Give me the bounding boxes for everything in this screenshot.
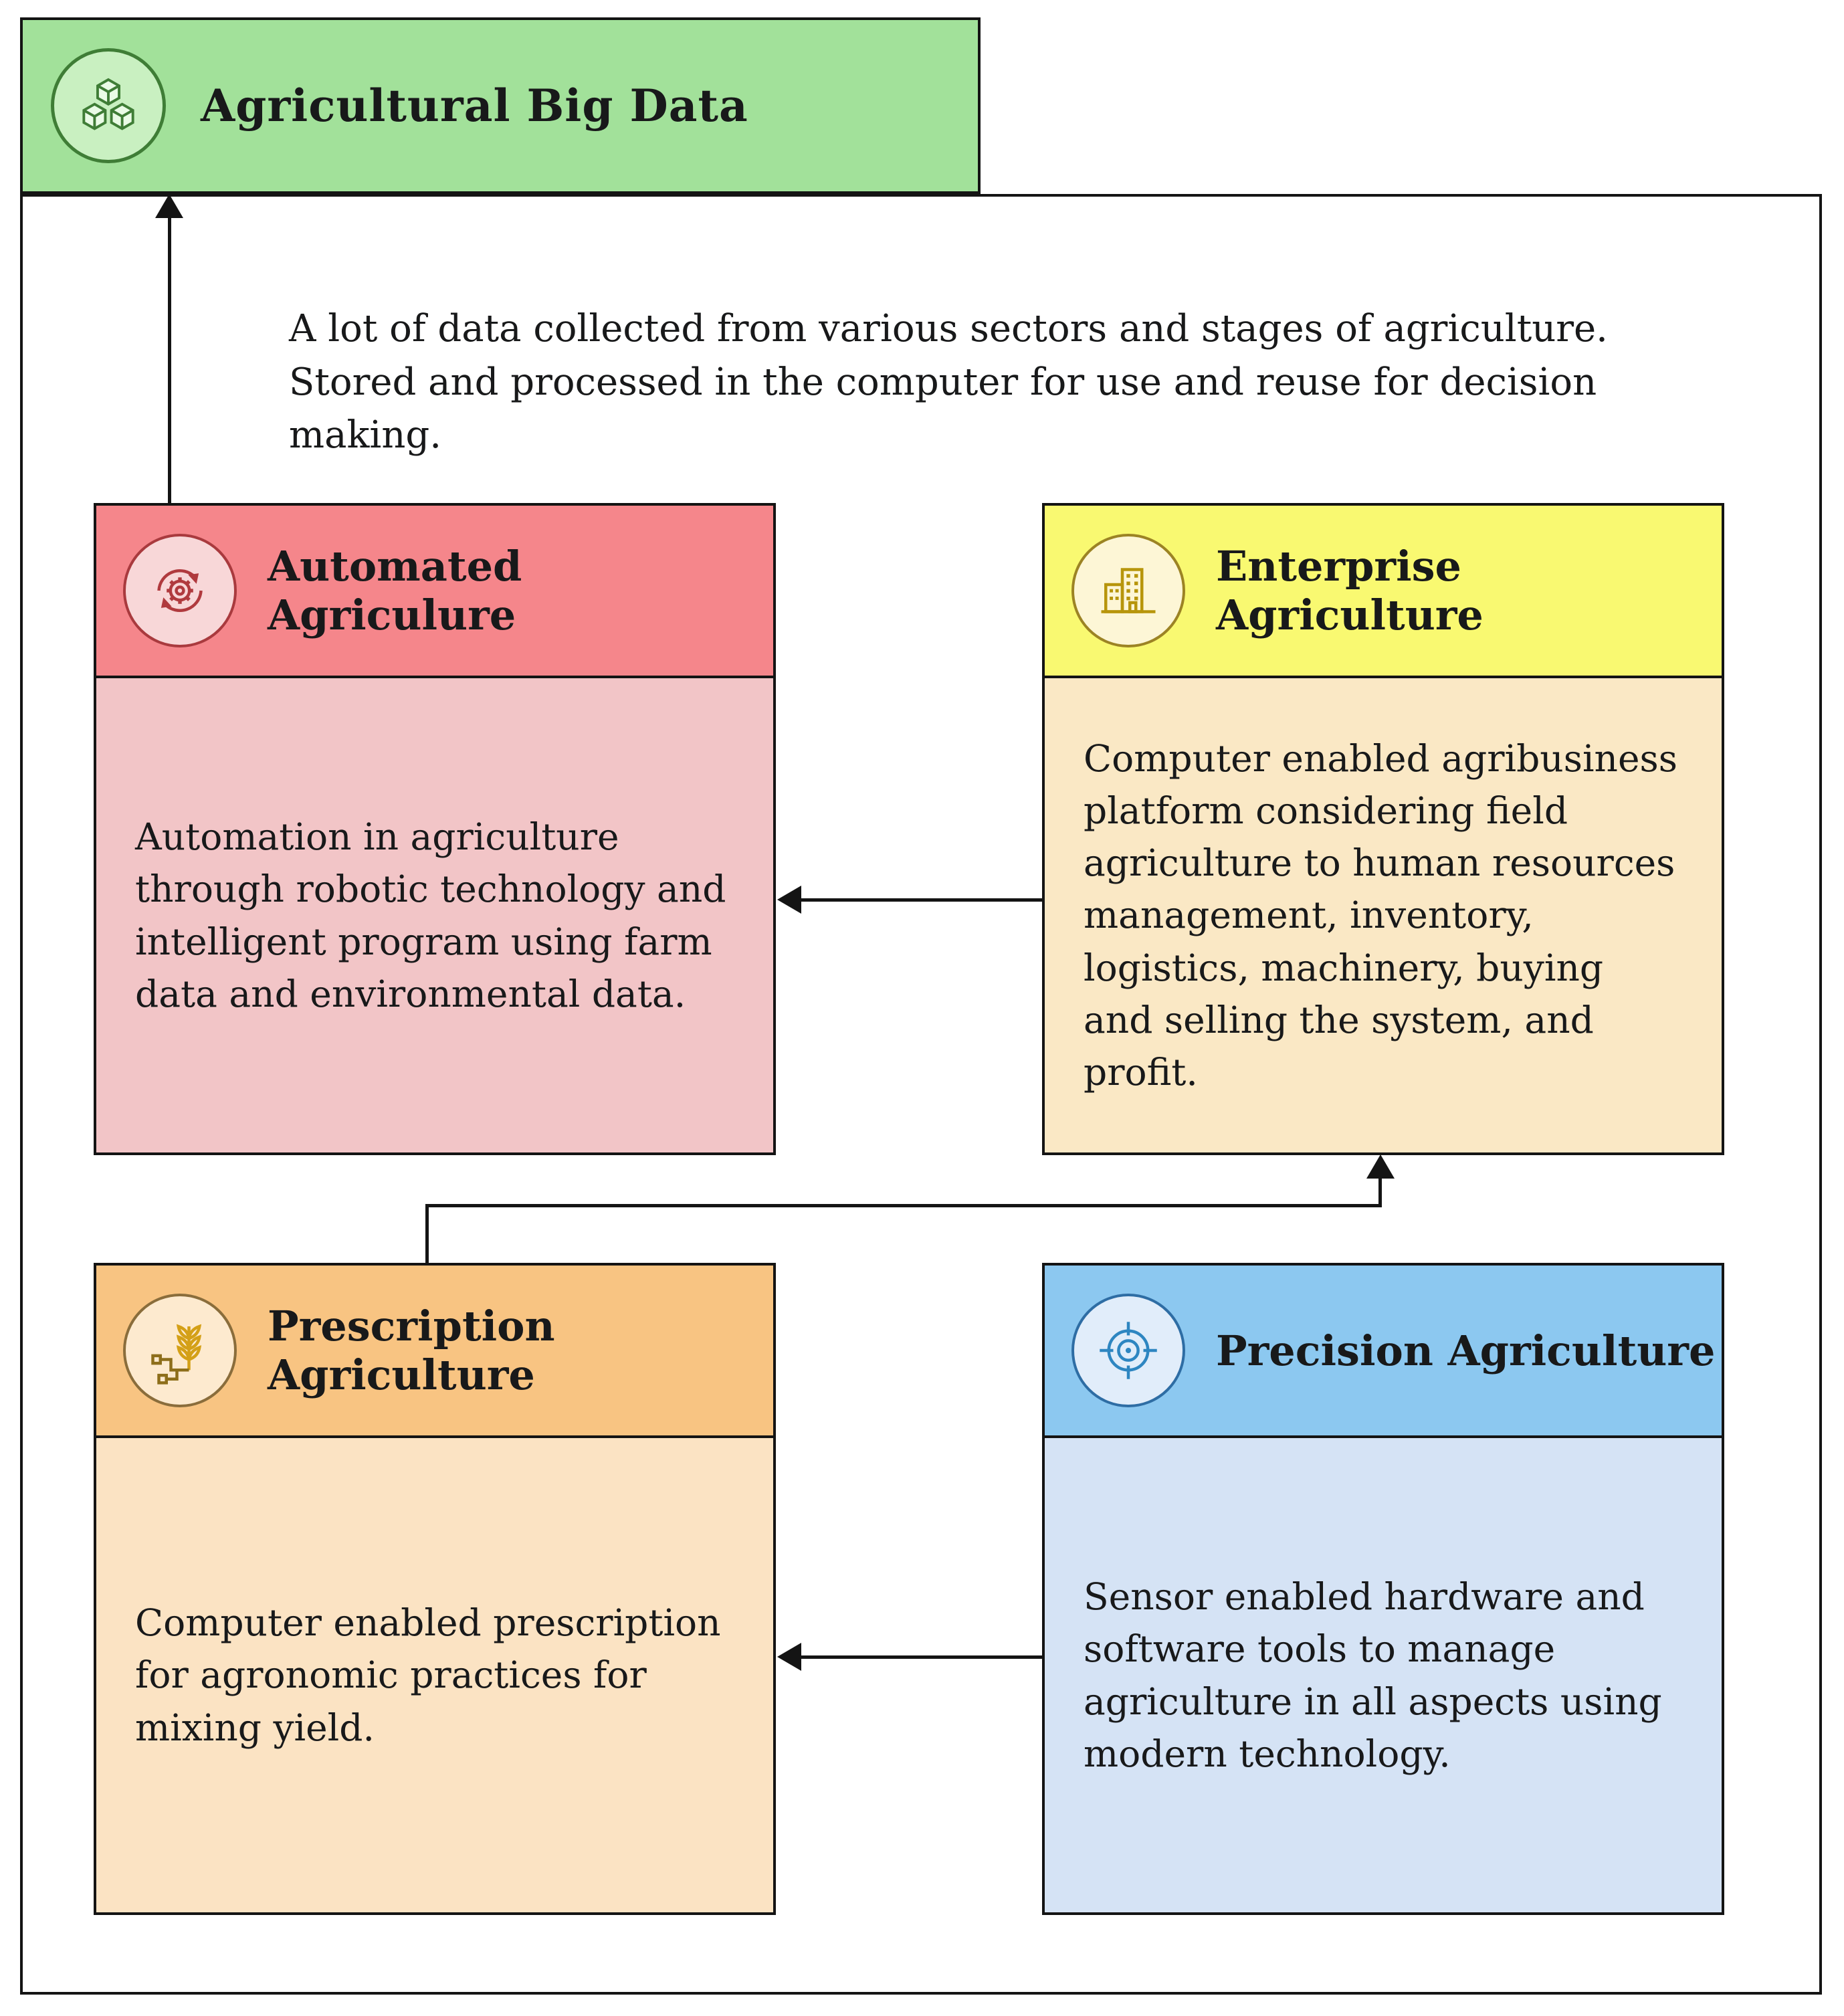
card-prescription-title: Prescription Agriculture	[268, 1302, 555, 1399]
target-icon	[1071, 1294, 1185, 1407]
arrow-precision-to-prescription-line	[800, 1655, 1042, 1659]
card-automated-description: Automation in agriculture through robotic technology and intelligent program using farm data and environmental data.	[135, 815, 726, 1015]
card-automated-agriculture	[94, 503, 776, 1155]
card-enterprise-title: Enterprise Agriculture	[1216, 542, 1483, 639]
card-prescription-agriculture	[94, 1263, 776, 1915]
card-precision-header	[1045, 1266, 1722, 1438]
arrow-enterprise-to-automated-head	[777, 886, 801, 914]
agricultural-big-data-box	[20, 17, 981, 194]
arrow-automated-to-bigdata-head	[155, 194, 183, 218]
arrow-prescription-to-enterprise-run	[425, 1204, 1382, 1207]
arrow-automated-to-bigdata-line	[168, 215, 171, 503]
card-precision-title: Precision Agriculture	[1216, 1326, 1716, 1375]
wheat-circuit-icon	[123, 1294, 237, 1407]
card-precision-agriculture	[1042, 1263, 1724, 1915]
arrow-prescription-to-enterprise-head	[1366, 1154, 1395, 1179]
card-prescription-header	[96, 1266, 773, 1438]
card-precision-description: Sensor enabled hardware and software tools to manage agriculture in all aspects using modern technology.	[1084, 1575, 1662, 1775]
root-title: Agricultural Big Data	[201, 80, 748, 132]
cubes-icon	[51, 48, 166, 163]
arrow-enterprise-to-automated-line	[800, 898, 1042, 902]
card-enterprise-header	[1045, 506, 1722, 678]
card-automated-title: Automated Agriculure	[268, 542, 522, 639]
card-enterprise-agriculture	[1042, 503, 1724, 1155]
card-precision-body	[1045, 1438, 1722, 1912]
description-text: A lot of data collected from various sectors and stages of agriculture. Stored and processed in the computer for use and reuse for decision making.	[289, 307, 1608, 458]
card-automated-body	[96, 678, 773, 1152]
arrow-precision-to-prescription-head	[777, 1643, 801, 1671]
card-prescription-description: Computer enabled prescription for agronomic practices for mixing yield.	[135, 1601, 721, 1749]
arrow-prescription-to-enterprise-rise2	[1378, 1176, 1382, 1205]
gear-sync-icon	[123, 534, 237, 647]
card-prescription-body	[96, 1438, 773, 1912]
card-automated-header	[96, 506, 773, 678]
card-enterprise-description: Computer enabled agribusiness platform considering field agriculture to human resources management, inventory, logistics, machinery, buying and selling the system, and profit.	[1084, 737, 1677, 1094]
buildings-icon	[1071, 534, 1185, 647]
card-enterprise-body	[1045, 678, 1722, 1152]
arrow-prescription-to-enterprise-riser	[425, 1205, 429, 1263]
